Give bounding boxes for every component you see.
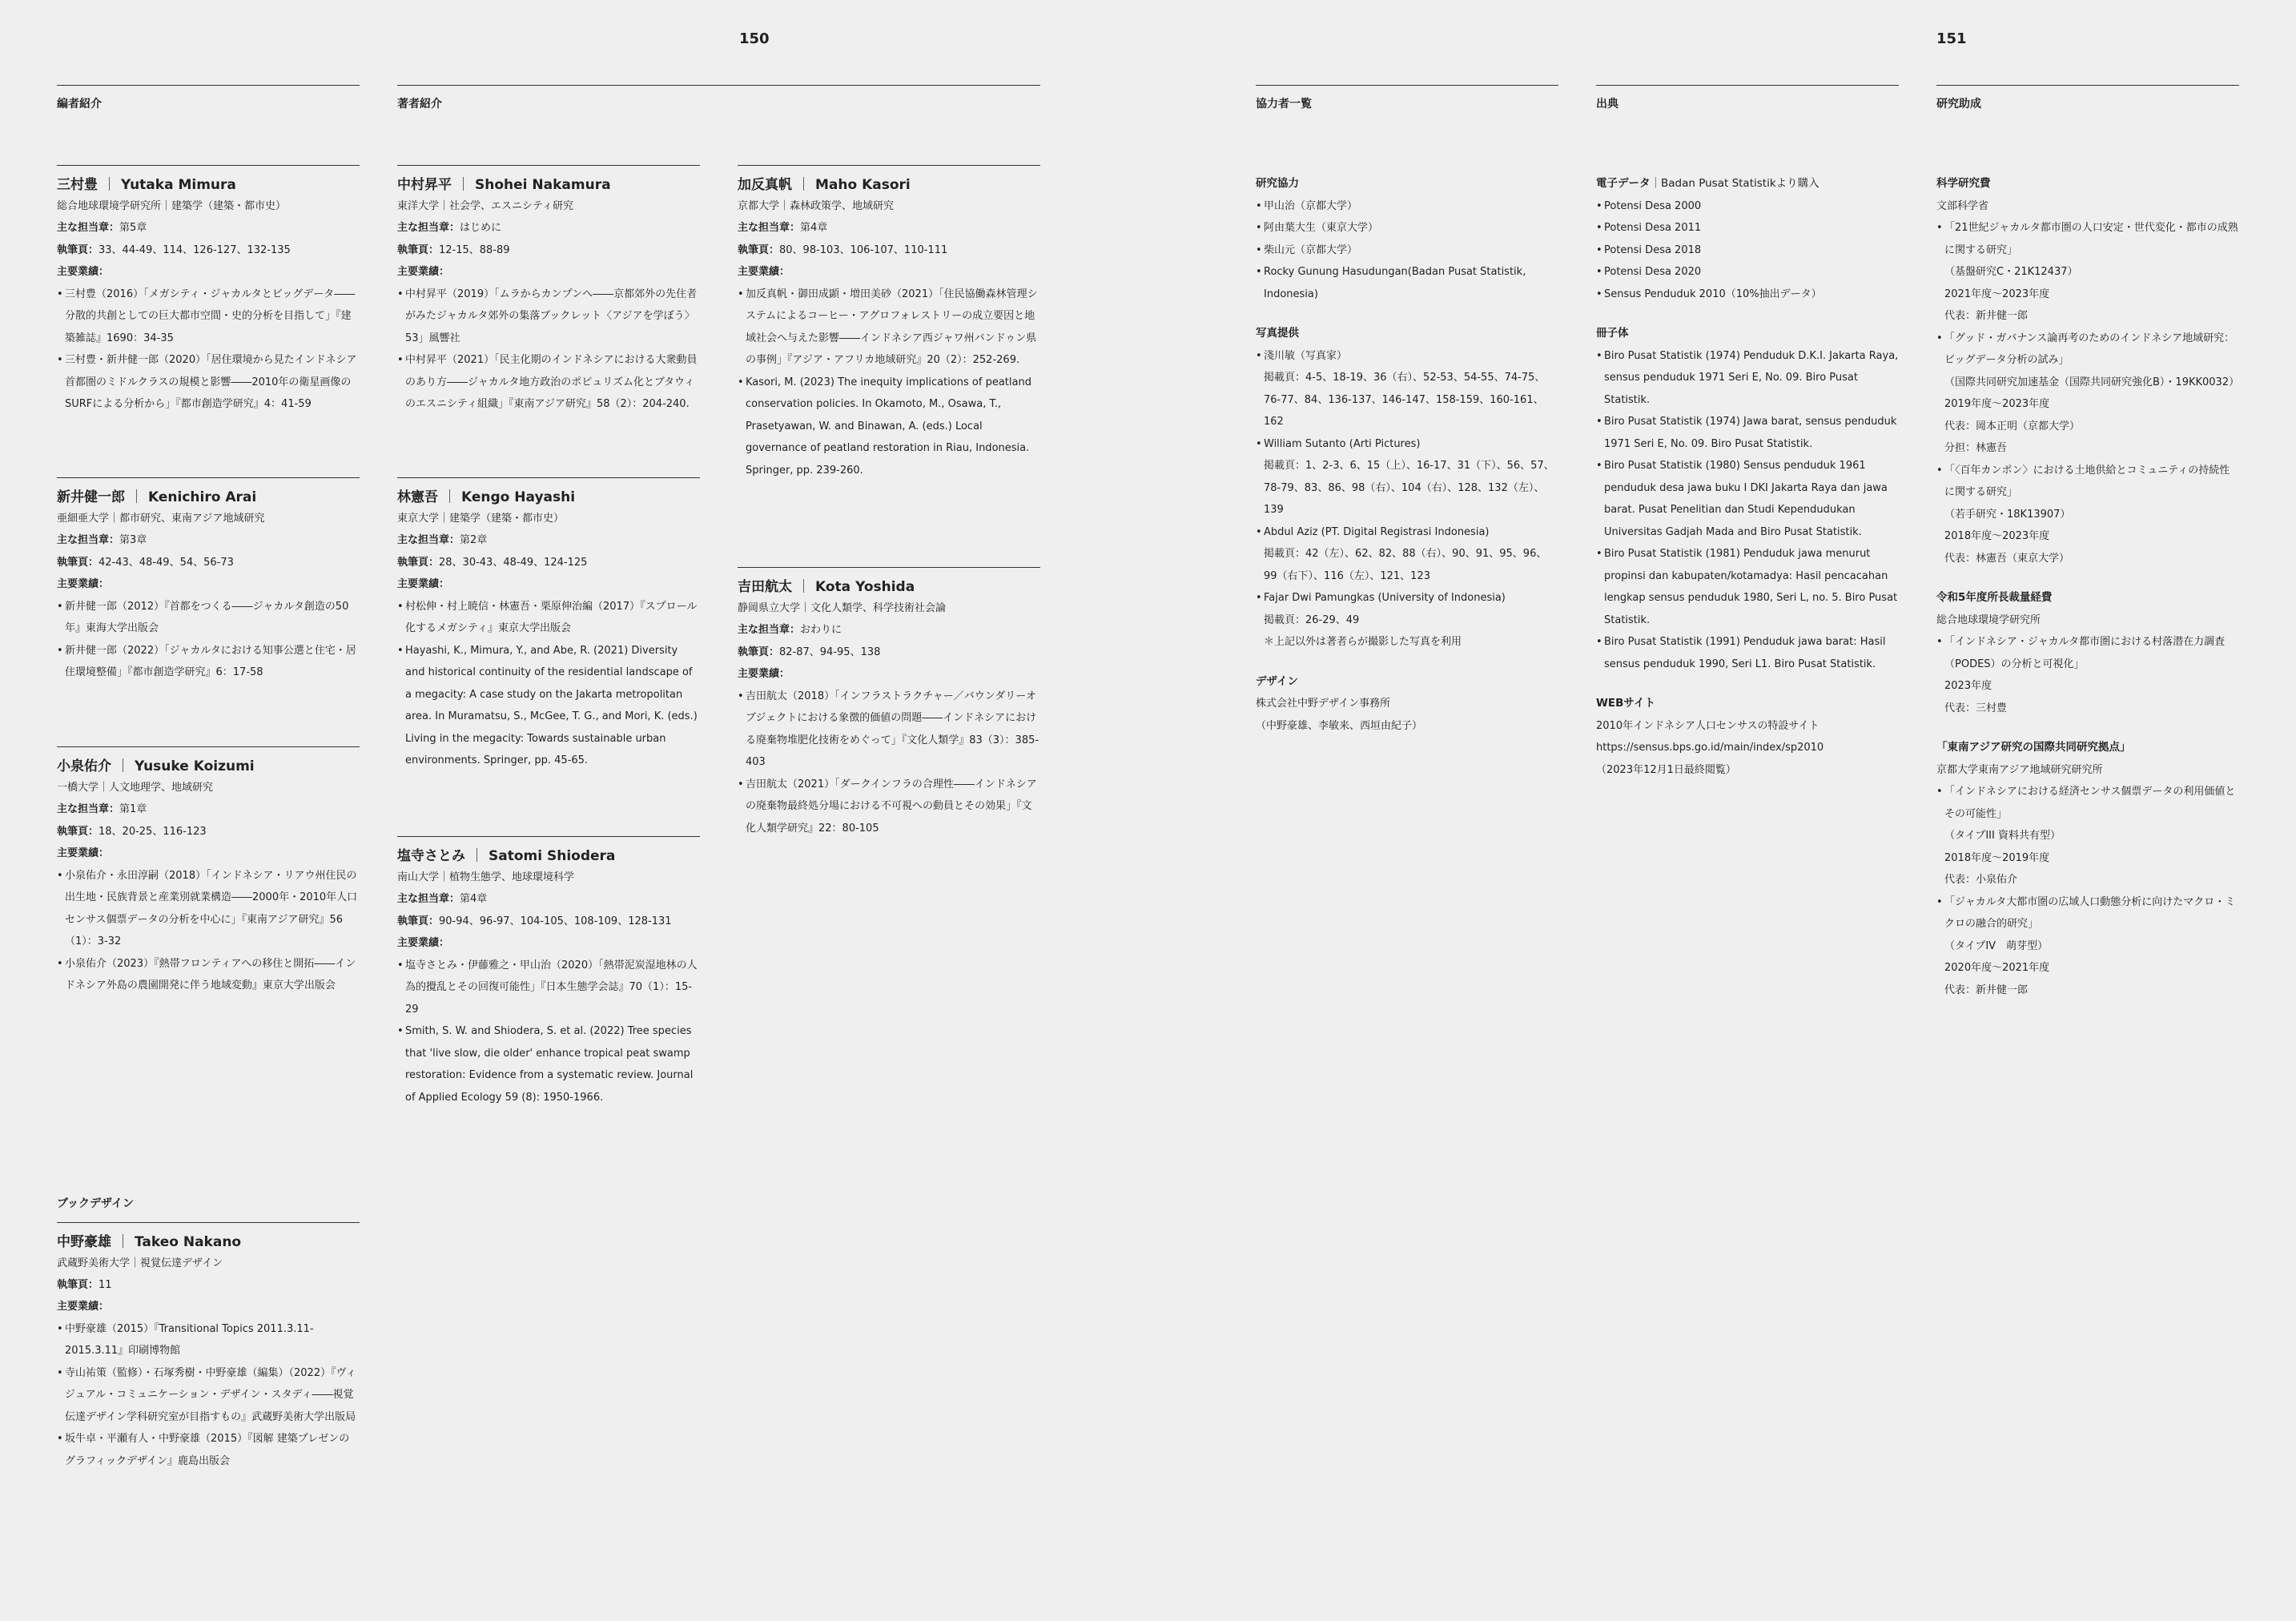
text-line: Shohei Nakamura <box>475 177 611 193</box>
bio-name <box>397 486 700 509</box>
item-list <box>57 865 360 997</box>
list-item: • Potensi Desa 2000 <box>1596 195 1899 218</box>
item-list <box>57 596 360 684</box>
text-line: 代表：三村豊 <box>1944 702 2008 714</box>
authors-header: 著者紹介 <box>397 85 1040 111</box>
list-item: • 柴山元（京都大学） <box>1256 239 1558 262</box>
bio-name <box>57 486 360 509</box>
field-label: 執筆頁： <box>397 243 440 256</box>
text-line: 第4章 <box>800 222 828 234</box>
list-item: • 小泉佑介・永田淳嗣（2018）「インドネシア・リアウ州住民の出生地・民族背景と産業別就業構造――2000年・2010年人口センサス個票データの分析を中心に」『東南アジア研究』56（1）：3-32 <box>57 865 360 953</box>
text-line: （タイプIII 資料共有型） <box>1944 830 2061 842</box>
text-line <box>397 836 700 1108</box>
text-line <box>397 217 700 239</box>
sources-column <box>1596 173 1899 781</box>
text-line: 掲載頁：1、2-3、6、15（上）、16-17、31（下）、56、57、78-79、83、86、98（右）、104（右）、128、132（左）、139 <box>1264 460 1554 516</box>
text-line: 代表：岡本正明（京都大学） <box>1944 420 2081 432</box>
text-line: Yusuke Koizumi <box>135 758 255 774</box>
list-item: • 「インドネシア・ジャカルタ都市圏における村落潜在力調査（PODES）の分析と可視化」 <box>1936 631 2239 675</box>
book-design-header: ブックデザイン <box>57 1197 135 1210</box>
list-item: • 「ジャカルタ大都市圏の広域人口動態分析に向けたマクロ・ミクロの融合的研究」 <box>1936 891 2239 935</box>
field-label: 主な担当章： <box>397 534 460 546</box>
field-label: 主要業績： <box>397 937 450 949</box>
text-line: 代表：小泉佑介 <box>1944 874 2018 886</box>
research-title: 研究協力 <box>1256 177 1299 190</box>
list-item: • 小泉佑介（2023）『熱帯フロンティアへの移住と開拓――インドネシア外島の農園開発に伴う地域変動』東京大学出版会 <box>57 953 360 997</box>
grants-column <box>1936 173 2239 1001</box>
bio-affiliation: 京都大学｜森林政策学、地域研究 <box>738 200 895 212</box>
list-item: • 塩寺さとみ・伊藤雅之・甲山治（2020）「熱帯泥炭湿地林の人為的攪乱とその回復可能性」『日本生態学会誌』70（1）：15-29 <box>397 955 700 1021</box>
text-line: ｜ <box>103 177 116 193</box>
item-list <box>738 284 1040 482</box>
list-item: • Rocky Gunung Hasudungan(Badan Pusat Statistik, Indonesia) <box>1256 261 1558 305</box>
text-line: Kota Yoshida <box>815 579 915 595</box>
item-list <box>738 686 1040 840</box>
list-item: • 淺川敏（写真家） <box>1256 345 1558 368</box>
list-item: • 「グッド・ガバナンス論再考のためのインドネシア地域研究：ビッグデータ分析の試み」 <box>1936 328 2239 372</box>
list-item: • Potensi Desa 2018 <box>1596 239 1899 262</box>
text-line: 2018年度〜2019年度 <box>1944 851 2050 864</box>
field-label: 主要業績： <box>57 578 110 590</box>
text-line: 第4章 <box>460 893 488 905</box>
text-line: 株式会社中野デザイン事務所 <box>1256 698 1391 710</box>
editors-header: 編者紹介 <box>57 85 360 111</box>
text-line: ｜ <box>456 177 470 193</box>
section-title: 令和5年度所長裁量経費 <box>1936 591 2053 604</box>
text-line <box>738 217 1040 239</box>
field-label: 執筆頁： <box>738 646 780 658</box>
text-line: 33、44-49、114、126-127、132-135 <box>99 243 291 256</box>
list-item: • Biro Pusat Statistik (1991) Penduduk jawa barat: Hasil sensus penduduk 1990, Seri L1. Biro Pusat Statistik. <box>1596 631 1899 675</box>
item-list <box>57 1318 360 1473</box>
text-line: 吉田航太 <box>738 579 792 595</box>
text-line: 中野豪雄 <box>57 1233 111 1250</box>
bio-affiliation: 静岡県立大学｜文化人類学、科学技術社会論 <box>738 602 947 614</box>
bio-affiliation: 東洋大学｜社会学、エスニシティ研究 <box>397 200 573 212</box>
field-label: 主な担当章： <box>738 624 801 636</box>
bio-name <box>397 845 700 867</box>
text-line <box>397 165 700 416</box>
item-list <box>397 955 700 1109</box>
page-number-left: 150 <box>739 30 770 47</box>
text-line <box>397 239 700 262</box>
text-line: 2010年インドネシア人口センサスの特設サイト <box>1596 719 1820 732</box>
list-item: • Biro Pusat Statistik (1980) Sensus penduduk 1961 penduduk desa jawa buku I DKI Jakarta Raya dan jawa barat. Pusat Penelitian dan Studi Kependudukan Universitas Gadjah Mada and Biro Pusat Statistik. <box>1596 455 1899 543</box>
contributors-header: 協力者一覧 <box>1256 85 1558 111</box>
section-title: 「東南アジア研究の国際共同研究拠点」 <box>1936 741 2131 754</box>
text-line <box>57 529 360 552</box>
bio-yoshida <box>738 567 1040 839</box>
list-item: • Fajar Dwi Pamungkas (University of Indonesia) <box>1256 587 1558 609</box>
text-line: 2019年度〜2023年度 <box>1944 398 2050 410</box>
text-line: 総合地球環境学研究所 <box>1936 613 2041 626</box>
text-line: 代表：新井健一郎 <box>1944 983 2029 996</box>
text-line <box>397 888 700 911</box>
field-label: 主要業績： <box>397 266 450 278</box>
text-line: ｜ <box>116 1233 130 1250</box>
list-item: • 「21世紀ジャカルタ都市圏の人口安定・世代変化・都市の成熟に関する研究」 <box>1936 217 2239 261</box>
works-list <box>57 284 360 416</box>
field-label: 主な担当章： <box>57 222 120 234</box>
field-label: 主要業績： <box>57 266 110 278</box>
text-line <box>57 798 360 821</box>
text-line: （タイプIV 萌芽型） <box>1944 939 2049 952</box>
text-line: （若手研究・18K13907） <box>1944 508 2071 521</box>
bio-affiliation: 亜細亜大学｜都市研究、東南アジア地域研究 <box>57 513 265 525</box>
bio-affiliation: 総合地球環境学研究所｜建築学（建築・都市史） <box>57 200 287 212</box>
text-line: 新井健一郎 <box>57 489 125 505</box>
list-item: • 坂牛卓・平瀬有人・中野豪雄（2015）『図解 建築プレゼンのグラフィックデザイン』鹿島出版会 <box>57 1428 360 1472</box>
text-line: 加反真帆 <box>738 177 792 193</box>
list-item: • Abdul Aziz (PT. Digital Registrasi Indonesia) <box>1256 521 1558 544</box>
text-line: 80、98-103、106-107、110-111 <box>779 243 948 256</box>
bio-kasori <box>738 165 1040 481</box>
item-list <box>397 284 700 416</box>
data-title <box>1596 173 1899 195</box>
photos-title: 写真提供 <box>1256 327 1299 340</box>
list-item: • 村松伸・村上暁信・林憲吾・栗原伸治編（2017）『スプロール化するメガシティ』東京大学出版会 <box>397 596 700 640</box>
text-line: ｜ <box>797 177 810 193</box>
field-label: 主な担当章： <box>57 803 120 815</box>
list-item: • 「〈百年カンポン〉における土地供給とコミュニティの持続性に関する研究」 <box>1936 460 2239 504</box>
photos-list <box>1256 345 1558 632</box>
field-label: 主要業績： <box>57 1301 110 1313</box>
research-list <box>1256 195 1558 306</box>
text-line: ｜Badan Pusat Statistikより購入 <box>1650 177 1820 190</box>
bio-shiodera <box>397 836 700 1108</box>
list-item: • 吉田航太（2021）「ダークインフラの合理性――インドネシアの廃棄物最終処分場における不可視への動員とその効果」『文化人類学研究』22：80-105 <box>738 774 1040 840</box>
list-item: • 寺山祐策（監修）・石塚秀樹・中野豪雄（編集）（2022）『ヴィジュアル・コミュニケーション・デザイン・スタディ――視覚伝達デザイン学科研究室が目指すもの』武蔵野美術大学出版局 <box>57 1362 360 1429</box>
text-line: 12-15、88-89 <box>439 243 510 256</box>
text-line <box>57 165 360 416</box>
bio-mimura <box>57 165 360 416</box>
list-item: • 新井健一郎（2012）『首都をつくる――ジャカルタ創造の50年』東海大学出版会 <box>57 596 360 640</box>
text-line: ｜ <box>797 579 810 595</box>
list-item: • Smith, S. W. and Shiodera, S. et al. (2022) Tree species that 'live slow, die older' enhance tropical peat swamp restoration: Evidence from a systematic review. Journal of Applied Ecology 59 (8): 1950-1966. <box>397 1020 700 1108</box>
text-line <box>397 552 700 574</box>
text-line: 第3章 <box>119 534 147 546</box>
text-line <box>57 477 360 684</box>
text-line: ｜ <box>443 489 456 505</box>
text-line: 11 <box>99 1278 112 1291</box>
list-item: • Biro Pusat Statistik (1974) Jawa barat, sensus penduduk 1971 Seri E, No. 09. Biro Pusat Statistik. <box>1596 411 1899 455</box>
text-line: 第5章 <box>119 222 147 234</box>
text-line: 林憲吾 <box>397 489 438 505</box>
text-line: （国際共同研究加速基金（国際共同研究強化B）・19KK0032） <box>1944 376 2240 388</box>
booklets-title: 冊子体 <box>1596 327 1629 340</box>
list-item: • 新井健一郎（2022）「ジャカルタにおける知事公選と住宅・居住環境整備」『都市創造学研究』6：17-58 <box>57 640 360 684</box>
bio-name <box>57 755 360 778</box>
field-label: 主な担当章： <box>738 222 801 234</box>
field-label: 執筆頁： <box>57 1278 99 1291</box>
page-number-right: 151 <box>1936 30 1967 47</box>
text-line: ｜ <box>130 489 143 505</box>
list-item: • Potensi Desa 2020 <box>1596 261 1899 284</box>
text-line: 82-87、94-95、138 <box>779 646 881 658</box>
list-item: • 中野豪雄（2015）『Transitional Topics 2011.3.11-2015.3.11』印刷博物館 <box>57 1318 360 1362</box>
text-line: 分担：林憲吾 <box>1944 442 2008 454</box>
bio-nakamura <box>397 165 700 416</box>
field-label: 執筆頁： <box>397 556 440 569</box>
text-line: （中野豪雄、李敏来、西垣由紀子） <box>1256 719 1423 732</box>
text-line <box>57 821 360 843</box>
text-line <box>738 239 1040 262</box>
bio-arai <box>57 477 360 684</box>
text-line: Yutaka Mimura <box>121 177 236 193</box>
bio-name <box>57 1231 360 1253</box>
item-list <box>397 596 700 772</box>
text-line <box>738 165 1040 481</box>
text-line: Maho Kasori <box>815 177 911 193</box>
bio-nakano <box>57 1193 360 1472</box>
field-label: 執筆頁： <box>738 243 780 256</box>
list-item: • Biro Pusat Statistik (1974) Penduduk D.K.I. Jakarta Raya, sensus penduduk 1971 Seri E, No. 09. Biro Pusat Statistik. <box>1596 345 1899 412</box>
text-line: 三村豊 <box>57 177 98 193</box>
list-item: • 三村豊・新井健一郎（2020）「居住環境から見たインドネシア首都圏のミドルクラスの規模と影響――2010年の衛星画像のSURFによる分析から」『都市創造学研究』4：41-59 <box>57 349 360 416</box>
field-label: 主要業績： <box>397 578 450 590</box>
text-line <box>57 1222 360 1473</box>
text-line: 2021年度〜2023年度 <box>1944 288 2050 300</box>
sources-header: 出典 <box>1596 85 1899 111</box>
field-label: 執筆頁： <box>57 556 99 569</box>
text-line: 18、20-25、116-123 <box>99 825 207 838</box>
list-item: • 「インドネシアにおける経済センサス個票データの利用価値とその可能性」 <box>1936 781 2239 825</box>
field-label: 主な担当章： <box>397 893 460 905</box>
list-item: • 阿由葉大生（東京大学） <box>1256 217 1558 239</box>
text-line: 42-43、48-49、54、56-73 <box>99 556 234 569</box>
text-line: 2018年度〜2023年度 <box>1944 530 2050 542</box>
bio-affiliation: 東京大学｜建築学（建築・都市史） <box>397 513 565 525</box>
text-line: 90-94、96-97、104-105、108-109、128-131 <box>439 915 672 927</box>
list-item: • 吉田航太（2018）「インフラストラクチャー／バウンダリーオブジェクトにおける象徴的価値の問題――インドネシアにおける廃棄物堆肥化技術をめぐって」『文化人類学』83（3）：385-403 <box>738 686 1040 774</box>
text-line: 掲載頁：26-29、49 <box>1264 613 1360 626</box>
photos-note: ＊上記以外は著者らが撮影した写真を利用 <box>1264 636 1462 648</box>
text-line: 小泉佑介 <box>57 758 111 774</box>
text-line: ｜ <box>116 758 130 774</box>
web-link[interactable]: https://sensus.bps.go.id/main/index/sp2010 <box>1596 742 1824 754</box>
text-line: 第2章 <box>460 534 488 546</box>
field-label: 執筆頁： <box>57 825 99 838</box>
bio-name <box>57 174 360 196</box>
bio-name <box>397 174 700 196</box>
text-line: 掲載頁：4-5、18-19、36（右）、52-53、54-55、74-75、76-77、84、136-137、146-147、158-159、160-161、162 <box>1264 372 1546 428</box>
text-line <box>738 642 1040 664</box>
bio-koizumi <box>57 746 360 997</box>
text-line: 塩寺さとみ <box>397 848 465 864</box>
text-line: ｜ <box>470 848 484 864</box>
item-list <box>1596 195 1899 306</box>
text-line: はじめに <box>460 222 502 234</box>
grants-header: 研究助成 <box>1936 85 2239 111</box>
text-line <box>57 217 360 239</box>
web-title: WEBサイト <box>1596 697 1655 710</box>
bio-affiliation: 南山大学｜植物生態学、地球環境科学 <box>397 871 575 883</box>
field-label: 主な担当章： <box>57 534 120 546</box>
text-line: 2023年度 <box>1944 680 1992 692</box>
text-line: おわりに <box>800 624 842 636</box>
list-item: • Kasori, M. (2023) The inequity implications of peatland conservation policies. In Okamoto, M., Osawa, T., Prasetyawan, W. and Binawan, A. (eds.) Local governance of peatland restoration in Riau, Indonesia. Springer, pp. 239-260. <box>738 372 1040 482</box>
text-line: Takeo Nakano <box>135 1233 242 1250</box>
text-line: Satomi Shiodera <box>489 848 616 864</box>
field-label: 主要業績： <box>57 847 110 859</box>
list-item: • Biro Pusat Statistik (1981) Penduduk jawa menurut propinsi dan kabupaten/kotamadya: Hasil pencacahan lengkap sensus penduduk 1980, Seri L, no. 5. Biro Pusat Statistik. <box>1596 543 1899 631</box>
text-line: 中村昇平 <box>397 177 452 193</box>
list-item: • 三村豊（2016）「メガシティ・ジャカルタとビッグデータ――分散的共創としての巨大都市空間・史的分析を目指して」『建築雑誌』1690：34-35 <box>57 284 360 350</box>
list-item: • 加反真帆・御田成顕・増田美砂（2021）「住民協働森林管理システムによるコーヒー・アグロフォレストリーの成立要因と地域社会へ与えた影響――インドネシア西ジャワ州バンドゥン県の事例」『アジア・アフリカ地域研究』20（2）：252-269. <box>738 284 1040 372</box>
item-list <box>1596 345 1899 676</box>
list-item: • 甲山治（京都大学） <box>1256 195 1558 218</box>
text-line: （基盤研究C・21K12437） <box>1944 266 2078 278</box>
list-item: • 中村昇平（2019）「ムラからカンプンへ――京都郊外の先住者がみたジャカルタ郊外の集落ブックレット〈アジアを学ぼう〉53」風響社 <box>397 284 700 350</box>
item-list <box>1936 781 2239 1001</box>
list-item: • Sensus Penduduk 2010（10%抽出データ） <box>1596 284 1899 306</box>
field-label: 主要業績： <box>738 266 790 278</box>
text-line <box>738 619 1040 642</box>
text-line <box>397 477 700 772</box>
field-label: 執筆頁： <box>57 243 99 256</box>
text-line <box>57 552 360 574</box>
text-line <box>738 567 1040 839</box>
text-line: 第1章 <box>119 803 147 815</box>
text-line: 代表：新井健一郎 <box>1944 310 2029 322</box>
item-list <box>1936 217 2239 569</box>
text-line <box>397 529 700 552</box>
text-line <box>57 746 360 997</box>
text-line: 代表：林憲吾（東京大学） <box>1944 552 2070 565</box>
text-line: Kenichiro Arai <box>148 489 257 505</box>
text-line <box>397 911 700 933</box>
text-line: 電子データ <box>1596 177 1651 190</box>
text-line: （2023年12月1日最終閲覧） <box>1596 763 1736 776</box>
bio-name <box>738 174 1040 196</box>
text-line: 2020年度〜2021年度 <box>1944 962 2050 974</box>
list-item: • 中村昇平（2021）「民主化期のインドネシアにおける大衆動員のあり方――ジャカルタ地方政治のポピュリズム化とブタウィのエスニシティ組織」『東南アジア研究』58（2）：204-240. <box>397 349 700 416</box>
list-item: • William Sutanto (Arti Pictures) <box>1256 433 1558 456</box>
bio-affiliation: 武蔵野美術大学｜視覚伝達デザイン <box>57 1257 223 1269</box>
text-line: Kengo Hayashi <box>461 489 576 505</box>
design-title: デザイン <box>1256 674 1299 688</box>
section-title: 科学研究費 <box>1936 177 1991 190</box>
bio-affiliation: 一橋大学｜人文地理学、地域研究 <box>57 782 214 794</box>
item-list <box>1936 631 2239 719</box>
text-line: 掲載頁：42（左）、62、82、88（右）、90、91、95、96、99（右下）、116（左）、121、123 <box>1264 548 1547 582</box>
list-item: • Hayashi, K., Mimura, Y., and Abe, R. (2021) Diversity and historical continuity of the residential landscape of a megacity: A case study on the Jakarta metropolitan area. In Muramatsu, S., McGee, T. G., and Mori, K. (eds.) Living in the megacity: Towards sustainable urban environments. Springer, pp. 45-65. <box>397 640 700 772</box>
text-line: 京都大学東南アジア地域研究研究所 <box>1936 763 2103 776</box>
text-line: 28、30-43、48-49、124-125 <box>439 556 588 569</box>
text-line <box>57 1274 360 1297</box>
contributors-column <box>1256 173 1558 737</box>
bio-hayashi <box>397 477 700 772</box>
text-line <box>57 239 360 262</box>
field-label: 主要業績： <box>738 668 790 680</box>
text-line: 文部科学省 <box>1936 199 1989 212</box>
field-label: 執筆頁： <box>397 915 440 927</box>
bio-name <box>738 576 1040 598</box>
list-item: • Potensi Desa 2011 <box>1596 217 1899 239</box>
field-label: 主な担当章： <box>397 222 460 234</box>
